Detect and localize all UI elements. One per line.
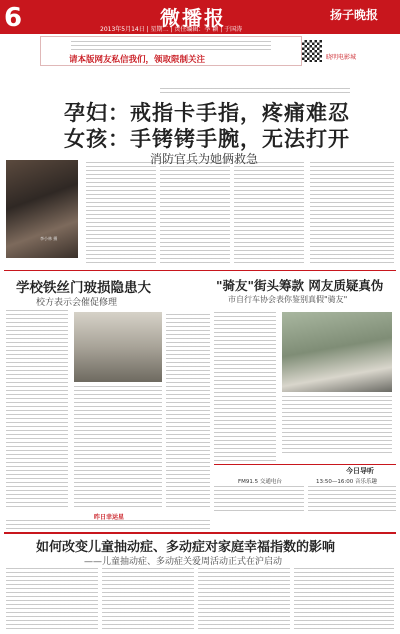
story2-body-col-3 <box>166 314 210 510</box>
bottom-divider <box>4 532 396 534</box>
story2-photo <box>74 312 162 382</box>
story2-body-col-2 <box>74 386 162 510</box>
bottom-body-col-1 <box>6 568 98 630</box>
forecast-title: 今日导听 <box>346 467 374 475</box>
bottom-body-col-2 <box>102 568 194 630</box>
lucky-body <box>6 520 210 532</box>
story3-body-col-2 <box>282 396 392 456</box>
lead-photo <box>6 160 78 258</box>
story2-subtitle: 校方表示会催促修理 <box>36 298 118 308</box>
bottom-body-col-3 <box>198 568 290 630</box>
lucky-label: 昨日幸运星 <box>94 514 125 521</box>
qr-code-icon <box>302 40 322 62</box>
lead-body-col-2 <box>160 162 230 266</box>
story3-body-col-1 <box>214 312 276 462</box>
forecast-divider <box>214 464 396 465</box>
forecast-right-body <box>308 486 396 512</box>
ad-side-text: 晓明电影城 <box>326 54 357 61</box>
ad-tags <box>71 41 271 51</box>
date-line: 2013年5月14日 | 星期二 | 责任编辑：李 颖 | 于国涛 <box>100 26 243 33</box>
ad-banner[interactable] <box>40 36 302 66</box>
lead-subtitle: 消防官兵为她俩救急 <box>150 152 259 166</box>
lead-title-2: 女孩：手铐铐手腕，无法打开 <box>64 126 350 151</box>
story3-photo <box>282 312 392 392</box>
lead-title-1: 孕妇：戒指卡手指，疼痛难忍 <box>64 100 350 125</box>
forecast-left-heading: FM91.5 交通电台 <box>238 479 282 485</box>
section-title: 微播报 <box>160 6 226 30</box>
story3-subtitle: 市自行车协会表你鉴别真假"骑友" <box>228 295 348 304</box>
lead-body-col-3 <box>234 162 304 266</box>
page-number: 6 <box>4 3 23 33</box>
ad-main-text: 请本版网友私信我们，领取限制关注 <box>69 55 206 65</box>
story2-divider <box>4 270 396 271</box>
bottom-body-col-4 <box>294 568 394 630</box>
lead-body-col-4 <box>310 162 394 266</box>
bottom-subtitle: ——儿童抽动症、多动症关爱周活动正式在沪启动 <box>84 557 283 567</box>
lead-body-col-1 <box>86 162 156 266</box>
story2-title: 学校铁丝门玻损隐患大 <box>16 280 151 296</box>
bottom-title: 如何改变儿童抽动症、多动症对家庭幸福指数的影响 <box>36 540 336 555</box>
forecast-right-heading: 13:50—16:00 音乐乐趣 <box>316 479 377 485</box>
paper-logo: 扬子晚报 <box>330 8 379 22</box>
forecast-left-body <box>214 486 304 512</box>
lead-kicker <box>160 88 350 94</box>
story3-title: "骑友"街头筹款 网友质疑真伪 <box>216 278 384 293</box>
story2-body-col-1 <box>6 310 68 510</box>
photo-caption: 李小林 摄 <box>40 236 58 241</box>
